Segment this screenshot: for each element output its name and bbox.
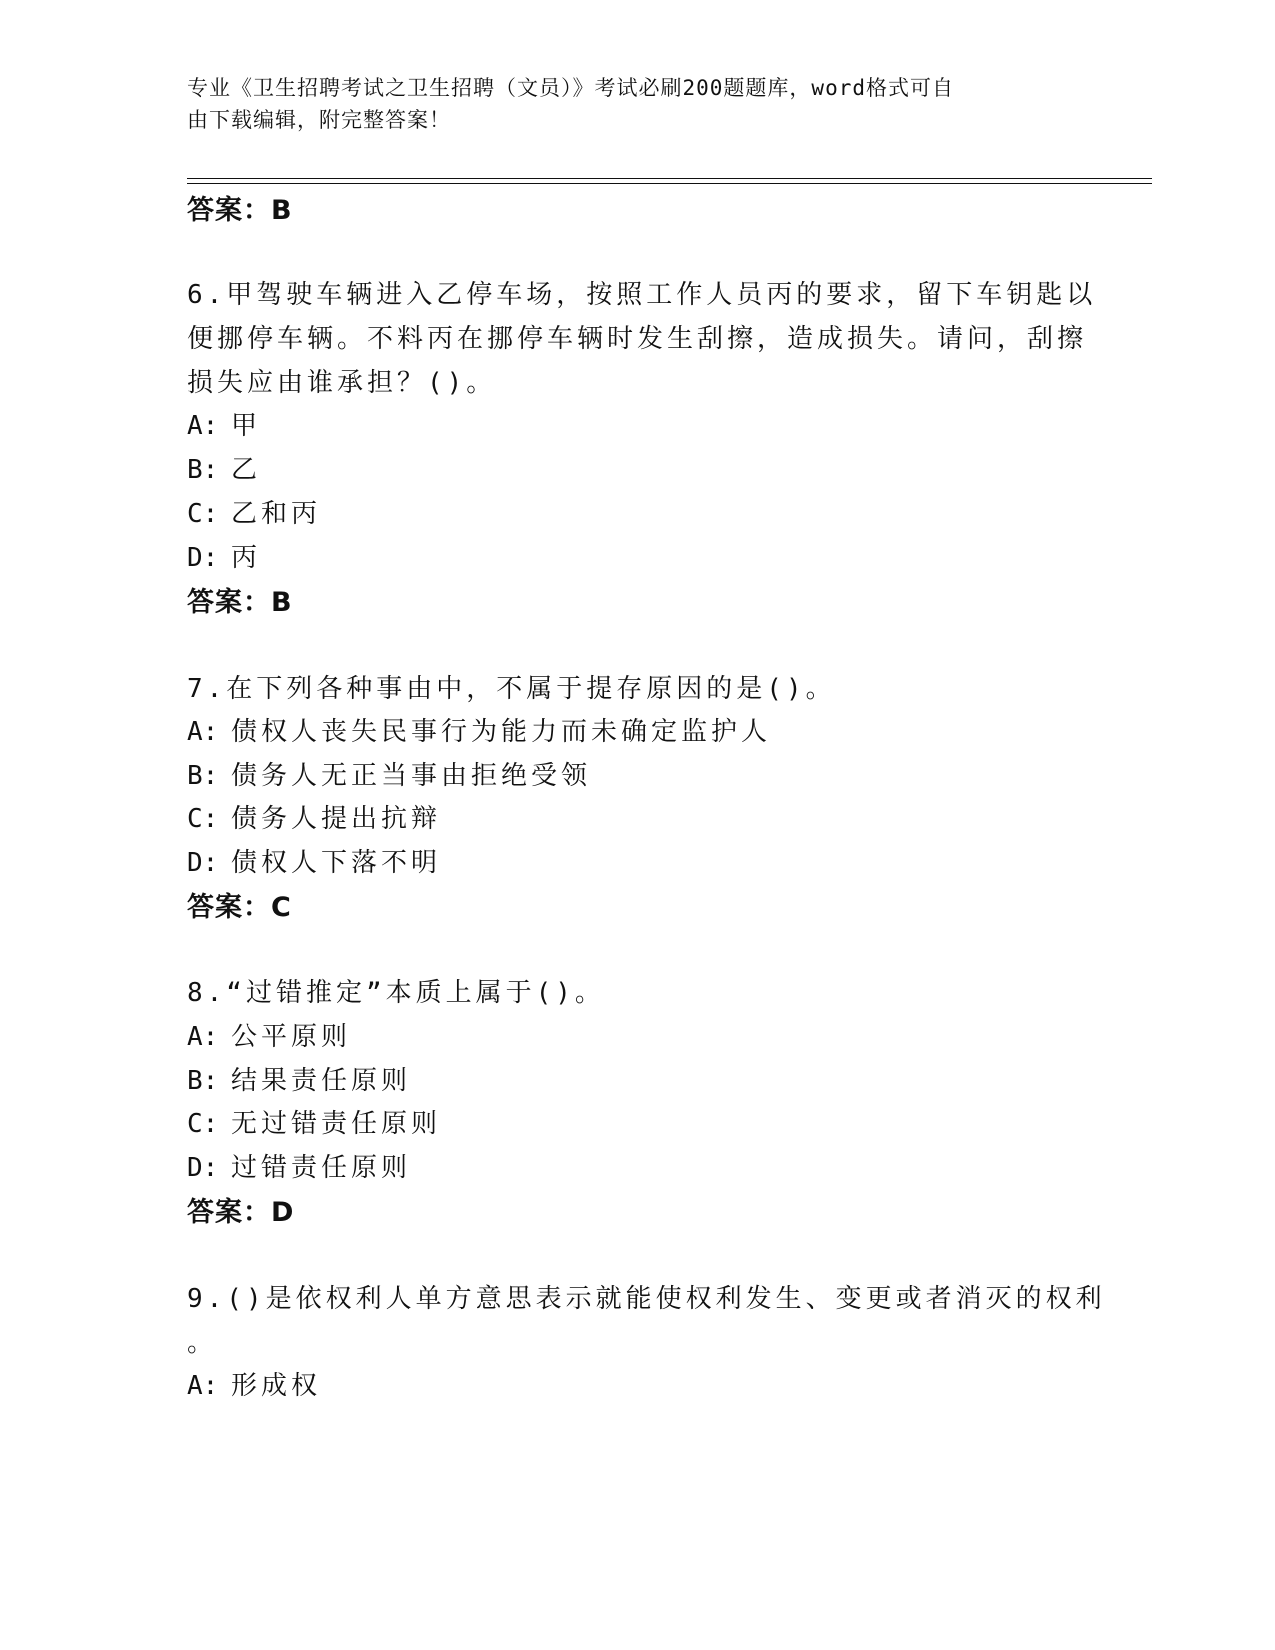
option-letter: B: (187, 455, 219, 485)
question-6-option-c (187, 493, 321, 530)
question-6-option-b (187, 449, 261, 486)
question-7-option-a (187, 711, 771, 748)
option-letter: A: (187, 717, 219, 747)
option-text: 乙 (231, 455, 262, 485)
header-rule-top (187, 178, 1152, 179)
answer-q5: 答案：B (187, 195, 293, 226)
question-8-option-c (187, 1103, 441, 1140)
header-line-1: 专业《卫生招聘考试之卫生招聘（文员）》考试必刷200题题库，word格式可自 (187, 76, 954, 100)
question-6-option-a (187, 405, 261, 442)
option-text: 丙 (231, 543, 262, 573)
option-letter: A: (187, 411, 219, 441)
question-8-option-a (187, 1016, 351, 1053)
option-text: 形成权 (231, 1371, 322, 1401)
option-letter: B: (187, 1066, 219, 1096)
option-letter: B: (187, 761, 219, 791)
question-7-option-d (187, 842, 441, 879)
option-text: 债务人提出抗辩 (231, 804, 442, 834)
option-text: 过错责任原则 (231, 1153, 412, 1183)
option-letter: A: (187, 1371, 219, 1401)
option-text: 债权人丧失民事行为能力而未确定监护人 (231, 717, 772, 747)
answer-q6: 答案：B (187, 587, 293, 618)
question-8-option-d (187, 1147, 411, 1184)
option-letter: C: (187, 804, 219, 834)
question-6-line-3: 损失应由谁承担？()。 (187, 368, 497, 398)
option-text: 债务人无正当事由拒绝受领 (231, 761, 592, 791)
option-letter: A: (187, 1022, 219, 1052)
question-8-line-1: 8.“过错推定”本质上属于()。 (187, 978, 605, 1008)
option-text: 乙和丙 (231, 499, 322, 529)
option-letter: D: (187, 848, 219, 878)
option-text: 甲 (231, 411, 262, 441)
option-text: 无过错责任原则 (231, 1109, 442, 1139)
header-rule-bottom (187, 183, 1152, 184)
header-line-2: 由下载编辑，附完整答案！ (187, 108, 451, 132)
option-letter: C: (187, 1109, 219, 1139)
option-text: 结果责任原则 (231, 1066, 412, 1096)
answer-q8: 答案：D (187, 1197, 295, 1228)
question-6-option-d (187, 537, 261, 574)
option-letter: D: (187, 543, 219, 573)
option-text: 公平原则 (231, 1022, 352, 1052)
answer-q7: 答案：C (187, 892, 292, 923)
page-header (187, 72, 1067, 136)
question-8-option-b (187, 1060, 411, 1097)
question-7-option-c (187, 798, 441, 835)
question-7-line-1: 7.在下列各种事由中，不属于提存原因的是()。 (187, 674, 836, 704)
question-9-line-1: 9.()是依权利人单方意思表示就能使权利发生、变更或者消灭的权利 (187, 1284, 1106, 1314)
option-text: 债权人下落不明 (231, 848, 442, 878)
question-6-line-1: 6.甲驾驶车辆进入乙停车场，按照工作人员丙的要求，留下车钥匙以 (187, 280, 1097, 310)
question-7-option-b (187, 755, 591, 792)
option-letter: C: (187, 499, 219, 529)
question-9-line-2: 。 (187, 1328, 218, 1358)
question-6-line-2: 便挪停车辆。不料丙在挪停车辆时发生刮擦，造成损失。请问，刮擦 (187, 324, 1088, 354)
question-9-option-a (187, 1365, 321, 1402)
option-letter: D: (187, 1153, 219, 1183)
